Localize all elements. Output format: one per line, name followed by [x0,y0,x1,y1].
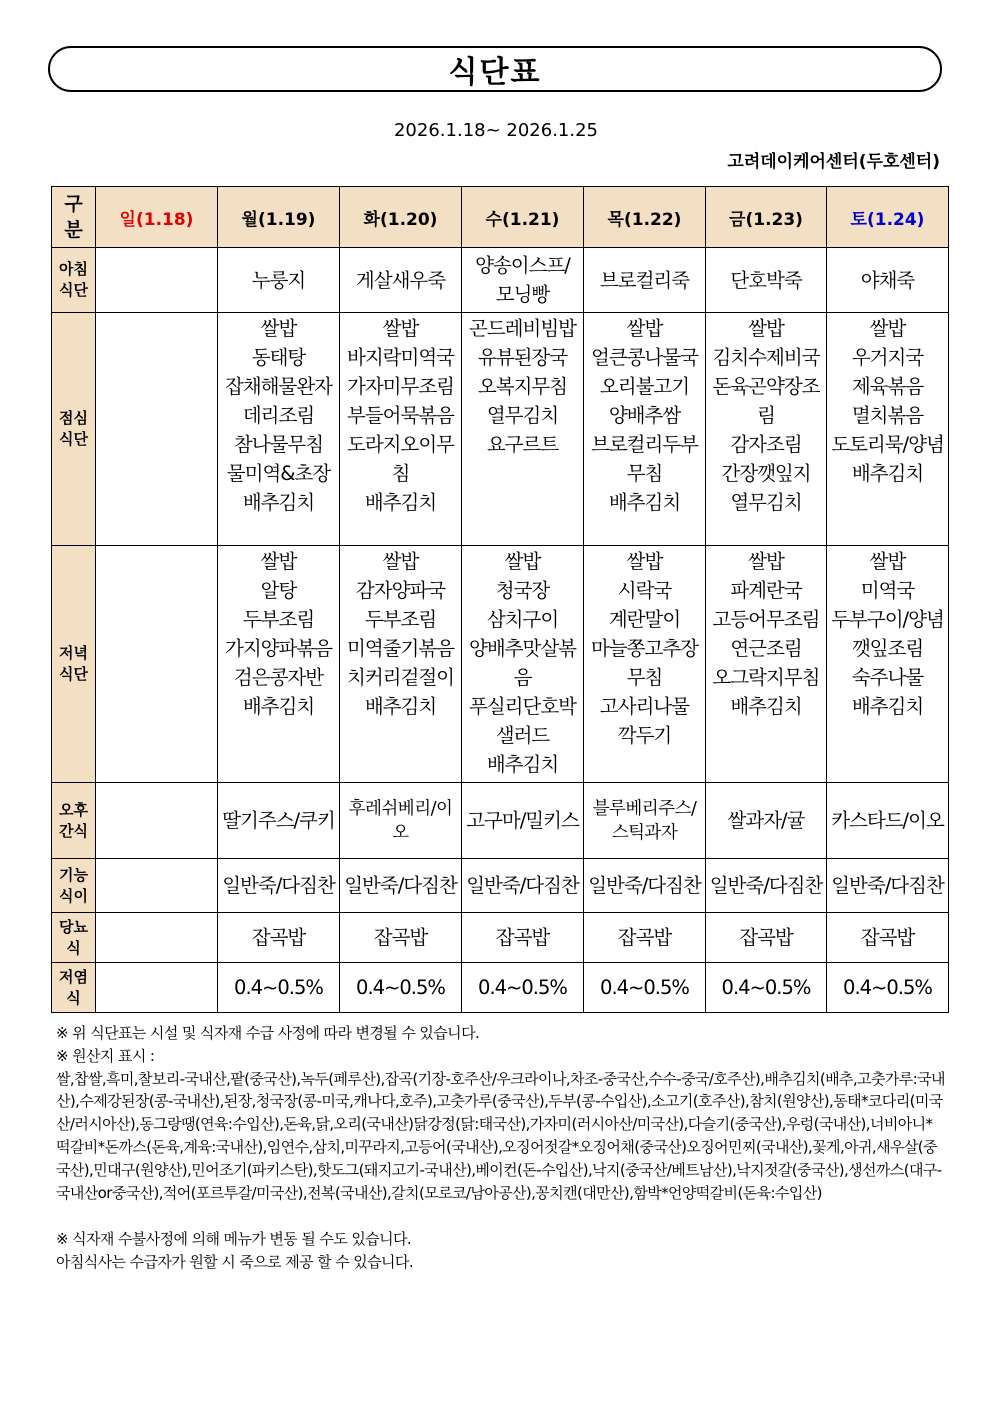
diabetic-cell-sun [96,913,218,963]
day-header-mon: 월(1.19) [218,187,340,248]
diabetic-row [52,913,949,963]
dinner-cell-mon: 쌀밥 알탕 두부조림 가지양파볶음 검은콩자반 배추김치 [218,546,340,783]
functional-row-label: 기능 식이 [52,859,96,913]
lunch-row-label: 점심 식단 [52,313,96,546]
breakfast-row-label: 아침 식단 [52,248,96,313]
functional-cell-fri: 일반죽/다짐찬 [706,859,827,913]
lowsalt-cell-tue: 0.4~0.5% [340,963,462,1013]
dinner-row-label: 저녁 식단 [52,546,96,783]
lowsalt-row [52,963,949,1013]
corner-cell: 구 분 [52,187,96,248]
lunch-cell-sat: 쌀밥 우거지국 제육볶음 멸치볶음 도토리묵/양념 배추김치 [827,313,949,546]
note-origin: 쌀,찹쌀,흑미,찰보리-국내산,팥(중국산),녹두(페루산),잡곡(기장-호주산/우크라이나,차조-중국산,수수-중국/호주산),배추김치(배추,고춧가루:국내산),수제강된장(콩-국내산),된장,청국장(콩-미국,캐나다,호주),고춧가루(중국산),두부(콩-수입산),소고기(호주산),참치(원양산),동태*코다리(미국산/러시아산),동그랑땡(연육:수입산),돈육,닭,오리(국내산)닭강정(닭:태국산),가자미(러시아산/미국산),다슬기(중국산),우렁(국내산),너비아니*떡갈비*돈까스(돈육,계육:국내산),임연수,삼치,미꾸라지,고등어(국내산),오징어젓갈*오징어채(중국산)오징어민찌(국내산),꽃게,아귀,새우살(중국산),민대구(원양산),민어조기(파키스탄),핫도그(돼지고기-국내산),베이컨(돈-수입산),낙지(중국산/베트남산),낙지젓갈(중국산),생선까스(대구-국내산or중국산),적어(포르투갈/미국산),전복(국내산),갈치(모로코/남아공산),꽁치캔(대만산),함박*언양떡갈비(돈육:수입산) [56,1069,945,1202]
snack-cell-mon: 딸기주스/쿠키 [218,783,340,859]
day-header-wed: 수(1.21) [462,187,584,248]
breakfast-row [52,248,949,313]
menu-table [51,186,949,1013]
page-title: 식단표 [448,55,542,90]
header-row [52,187,949,248]
lowsalt-cell-wed: 0.4~0.5% [462,963,584,1013]
day-header-tue: 화(1.20) [340,187,462,248]
lowsalt-cell-sat: 0.4~0.5% [827,963,949,1013]
snack-cell-sun [96,783,218,859]
breakfast-cell-mon: 누룽지 [218,248,340,313]
diabetic-cell-sat: 잡곡밥 [827,913,949,963]
lowsalt-cell-mon: 0.4~0.5% [218,963,340,1013]
functional-row [52,859,949,913]
breakfast-cell-wed: 양송이스프/ 모닝빵 [462,248,584,313]
breakfast-cell-tue: 게살새우죽 [340,248,462,313]
lunch-row [52,313,949,546]
snack-cell-sat: 카스타드/이오 [827,783,949,859]
diabetic-cell-mon: 잡곡밥 [218,913,340,963]
diabetic-cell-fri: 잡곡밥 [706,913,827,963]
functional-cell-tue: 일반죽/다짐찬 [340,859,462,913]
snack-cell-tue: 후레쉬베리/이 오 [340,783,462,859]
functional-cell-sat: 일반죽/다짐찬 [827,859,949,913]
lunch-cell-mon: 쌀밥 동태탕 잡채해물완자 데리조림 참나물무침 물미역&초장 배추김치 [218,313,340,546]
dinner-row [52,546,949,783]
title-box [48,46,942,92]
dinner-cell-tue: 쌀밥 감자양파국 두부조림 미역줄기볶음 치커리겉절이 배추김치 [340,546,462,783]
center-name: 고려데이케어센터(두호센터) [727,152,940,172]
note-porridge: 아침식사는 수급자가 원할 시 죽으로 제공 할 수 있습니다. [56,1253,413,1272]
functional-cell-sun [96,859,218,913]
breakfast-cell-fri: 단호박죽 [706,248,827,313]
dinner-cell-wed: 쌀밥 청국장 삼치구이 양배추맛살볶 음 푸실리단호박 샐러드 배추김치 [462,546,584,783]
day-header-sat: 토(1.24) [827,187,949,248]
notes [56,1022,946,1274]
day-header-fri: 금(1.23) [706,187,827,248]
lowsalt-row-label: 저염 식 [52,963,96,1013]
functional-cell-thu: 일반죽/다짐찬 [584,859,706,913]
breakfast-cell-sat: 야채죽 [827,248,949,313]
diabetic-cell-wed: 잡곡밥 [462,913,584,963]
note-change: ※ 위 식단표는 시설 및 식자재 수급 사정에 따라 변경될 수 있습니다. [56,1024,480,1042]
lunch-cell-wed: 곤드레비빔밥 유뷰된장국 오복지무침 열무김치 요구르트 [462,313,584,546]
diabetic-row-label: 당뇨 식 [52,913,96,963]
note-origin-title: ※ 원산지 표시 : [56,1046,155,1065]
snack-cell-wed: 고구마/밀키스 [462,783,584,859]
diabetic-cell-thu: 잡곡밥 [584,913,706,963]
lowsalt-cell-sun [96,963,218,1013]
day-header-thu: 목(1.22) [584,187,706,248]
functional-cell-wed: 일반죽/다짐찬 [462,859,584,913]
note-supply: ※ 식자재 수불사정에 의해 메뉴가 변동 될 수도 있습니다. [56,1230,412,1249]
period: 2026.1.18~ 2026.1.25 [393,120,599,141]
dinner-cell-thu: 쌀밥 시락국 계란말이 마늘쫑고추장 무침 고사리나물 깍두기 [584,546,706,783]
lunch-cell-fri: 쌀밥 김치수제비국 돈육곤약장조 림 감자조림 간장깻잎지 열무김치 [706,313,827,546]
functional-cell-mon: 일반죽/다짐찬 [218,859,340,913]
lunch-cell-sun [96,313,218,546]
diabetic-cell-tue: 잡곡밥 [340,913,462,963]
breakfast-cell-sun [96,248,218,313]
dinner-cell-sun [96,546,218,783]
snack-cell-thu: 블루베리주스/ 스틱과자 [584,783,706,859]
dinner-cell-sat: 쌀밥 미역국 두부구이/양념 깻잎조림 숙주나물 배추김치 [827,546,949,783]
lunch-cell-tue: 쌀밥 바지락미역국 가자미무조림 부들어묵볶음 도라지오이무 침 배추김치 [340,313,462,546]
lowsalt-cell-thu: 0.4~0.5% [584,963,706,1013]
snack-row-label: 오후 간식 [52,783,96,859]
day-header-sun: 일(1.18) [96,187,218,248]
breakfast-cell-thu: 브로컬리죽 [584,248,706,313]
snack-cell-fri: 쌀과자/귤 [706,783,827,859]
dinner-cell-fri: 쌀밥 파계란국 고등어무조림 연근조림 오그락지무침 배추김치 [706,546,827,783]
lunch-cell-thu: 쌀밥 얼큰콩나물국 오리불고기 양배추쌈 브로컬리두부 무침 배추김치 [584,313,706,546]
lowsalt-cell-fri: 0.4~0.5% [706,963,827,1013]
snack-row [52,783,949,859]
